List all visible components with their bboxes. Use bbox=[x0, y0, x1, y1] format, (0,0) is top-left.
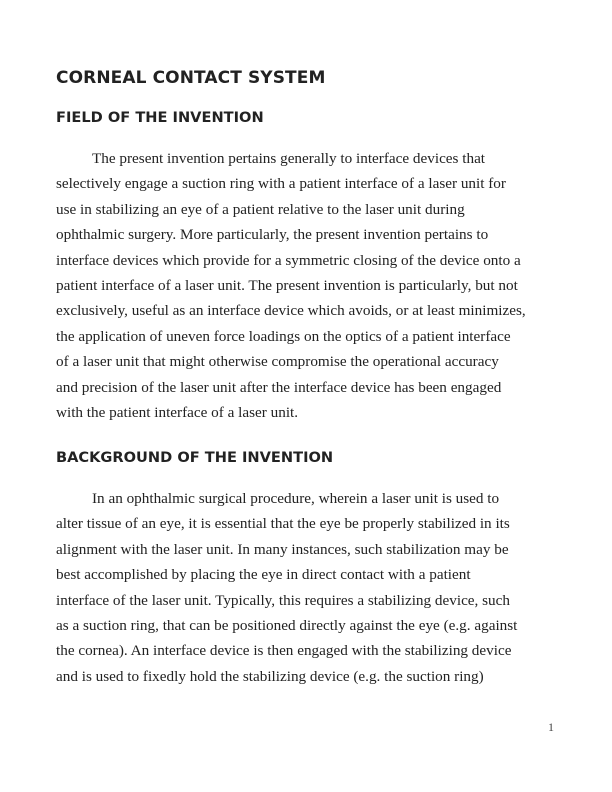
text-line: use in stabilizing an eye of a patient relative to the laser unit during bbox=[56, 200, 465, 218]
text-line: interface of the laser unit. Typically, this requires a stabilizing device, such bbox=[56, 591, 510, 609]
text-line: ophthalmic surgery. More particularly, the present invention pertains to bbox=[56, 226, 489, 244]
text-line: In an ophthalmic surgical procedure, wherein a laser unit is used to bbox=[92, 490, 500, 507]
text-line: alignment with the laser unit. In many instances, such stabilization may be bbox=[56, 540, 509, 558]
section-heading-field: FIELD OF THE INVENTION bbox=[56, 109, 264, 126]
paragraph-background-of-invention bbox=[56, 486, 556, 689]
text-line: of a laser unit that might otherwise compromise the operational accuracy bbox=[56, 353, 499, 371]
text-line: patient interface of a laser unit. The present invention is particularly, but not bbox=[56, 277, 518, 295]
text-line: best accomplished by placing the eye in direct contact with a patient bbox=[56, 566, 471, 584]
section-heading-background: BACKGROUND OF THE INVENTION bbox=[56, 449, 334, 466]
text-line: and is used to fixedly hold the stabilizing device (e.g. the suction ring) bbox=[56, 667, 484, 685]
paragraph-field-of-invention bbox=[56, 146, 556, 425]
page-number: 1 bbox=[548, 720, 554, 734]
text-line: the application of uneven force loadings on the optics of a patient interface bbox=[56, 327, 511, 345]
text-line: as a suction ring, that can be positioned directly against the eye (e.g. against bbox=[56, 617, 518, 635]
text-line: exclusively, useful as an interface device which avoids, or at least minimizes, bbox=[56, 302, 526, 320]
document-title: CORNEAL CONTACT SYSTEM bbox=[56, 68, 326, 88]
text-line: The present invention pertains generally to interface devices that bbox=[92, 150, 486, 167]
text-line: selectively engage a suction ring with a patient interface of a laser unit for bbox=[56, 175, 506, 193]
text-line: and precision of the laser unit after the interface device has been engaged bbox=[56, 378, 502, 396]
text-line: with the patient interface of a laser unit. bbox=[56, 404, 299, 422]
text-line: alter tissue of an eye, it is essential that the eye be properly stabilized in its bbox=[56, 515, 510, 533]
text-line: interface devices which provide for a symmetric closing of the device onto a bbox=[56, 251, 521, 269]
text-line: the cornea). An interface device is then engaged with the stabilizing device bbox=[56, 642, 512, 660]
